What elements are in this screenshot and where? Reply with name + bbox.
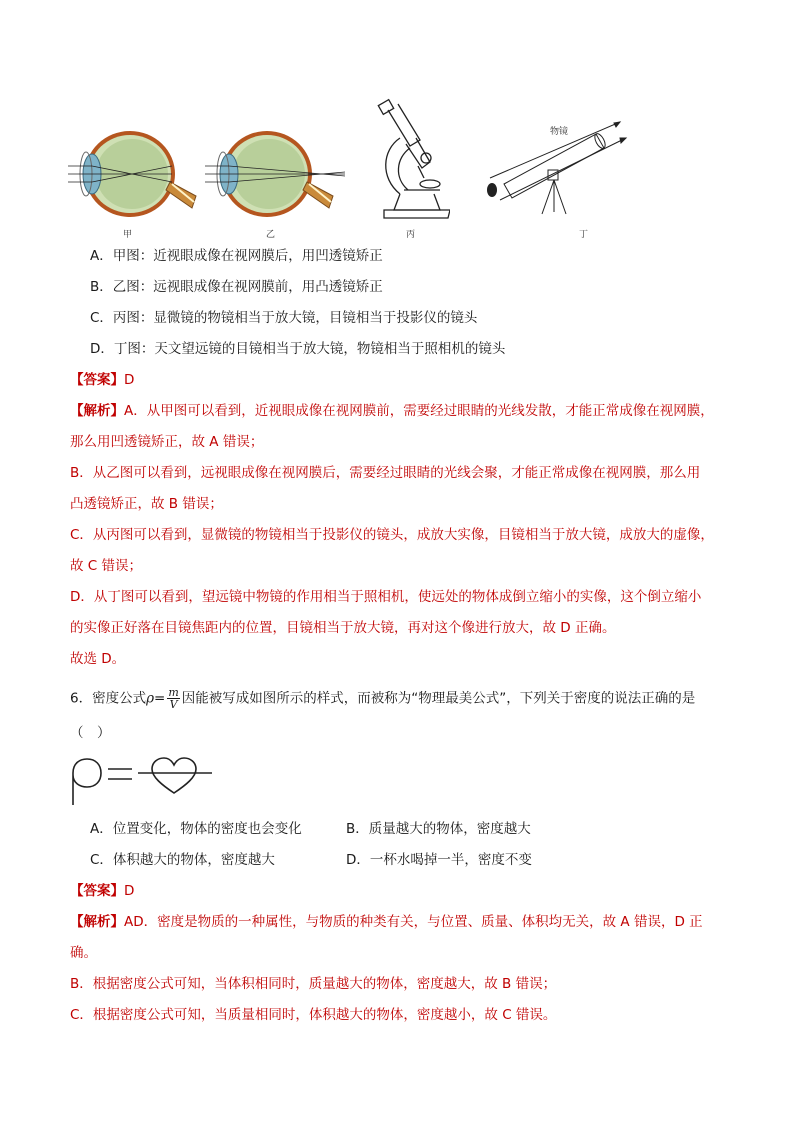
density-fraction: $\frac{m}{V}$: [168, 686, 179, 711]
figure-row: [60, 96, 660, 238]
q5-option-d: D．丁图：天文望远镜的目镜相当于放大镜，物镜相当于照相机的镜头: [90, 341, 506, 357]
q5-analysis-line-6: 故 C 错误；: [70, 558, 143, 574]
caption-yi: 乙: [266, 230, 276, 240]
q5-option-a: A．甲图：近视眼成像在视网膜后，用凹透镜矫正: [90, 248, 383, 264]
eye-diagram-myopia: [68, 124, 208, 224]
q6-option-b: B．质量越大的物体，密度越大: [346, 821, 531, 837]
beautiful-formula-figure: [70, 757, 220, 809]
q5-analysis-line-1: 【解析】A．从甲图可以看到，近视眼成像在视网膜前，需要经过眼睛的光线发散，才能正常成像在视网膜，: [70, 403, 714, 419]
q6-answer-paren: （ ）: [70, 725, 111, 741]
q5-analysis-line-4: 凸透镜矫正，故 B 错误；: [70, 496, 223, 512]
q5-option-b: B．乙图：远视眼成像在视网膜前，用凸透镜矫正: [90, 279, 383, 295]
caption-ding: 丁: [579, 230, 589, 240]
q5-answer: [70, 371, 134, 389]
analysis-tag: 【解析】: [70, 403, 124, 419]
answer-tag: 【答案】: [70, 372, 124, 388]
q6-option-c: C．体积越大的物体，密度越大: [90, 852, 275, 868]
q6-analysis-line-4: C．根据密度公式可知，当质量相同时，体积越大的物体，密度越小，故 C 错误。: [70, 1007, 557, 1023]
q6-analysis-line-3: B．根据密度公式可知，当体积相同时，质量越大的物体，密度越大，故 B 错误；: [70, 976, 557, 992]
answer-value: D: [124, 372, 135, 388]
eye-diagram-hyperopia: [205, 124, 355, 224]
q6-answer: [70, 882, 134, 900]
q5-analysis-line-9: 故选 D。: [70, 651, 126, 667]
caption-jia: 甲: [123, 230, 133, 240]
q5-analysis-line-5: C．从丙图可以看到，显微镜的物镜相当于投影仪的镜头，成放大实像，目镜相当于放大镜，成放大的虚像，: [70, 527, 714, 543]
q5-option-c: C．丙图：显微镜的物镜相当于放大镜，目镜相当于投影仪的镜头: [90, 310, 478, 326]
caption-bing: 丙: [406, 230, 416, 240]
q5-analysis-line-7: D．从丁图可以看到，望远镜中物镜的作用相当于照相机，使远处的物体成倒立缩小的实像，这个倒立缩小: [70, 589, 702, 605]
q6-option-d: D．一杯水喝掉一半，密度不变: [346, 852, 532, 868]
q5-analysis-line-8: 的实像正好落在目镜焦距内的位置，目镜相当于放大镜，再对这个像进行放大，故 D 正确。: [70, 620, 616, 636]
microscope-diagram: [370, 98, 450, 224]
q6-stem: 6．密度公式ρ= $\frac{m}{V}$ 因能被写成如图所示的样式，而被称为“物理最美公式”，下列关于密度的说法正确的是: [70, 686, 696, 711]
q5-analysis-line-2: 那么用凹透镜矫正，故 A 错误；: [70, 434, 264, 450]
q6-analysis-line-2: 确。: [70, 945, 97, 961]
rho-symbol: ρ: [146, 690, 155, 707]
answer-tag: 【答案】: [70, 883, 124, 899]
q6-option-a: A．位置变化，物体的密度也会变化: [90, 821, 302, 837]
q5-analysis-line-3: B．从乙图可以看到，远视眼成像在视网膜后，需要经过眼睛的光线会聚，才能正常成像在视网膜，那么用: [70, 465, 701, 481]
answer-value: D: [124, 883, 135, 899]
analysis-tag: 【解析】: [70, 914, 124, 930]
q6-analysis-line-1: 【解析】AD．密度是物质的一种属性，与物质的种类有关，与位置、质量、体积均无关，故 A 错误，D 正: [70, 914, 703, 930]
telescope-objective-label: 物镜: [550, 127, 569, 137]
